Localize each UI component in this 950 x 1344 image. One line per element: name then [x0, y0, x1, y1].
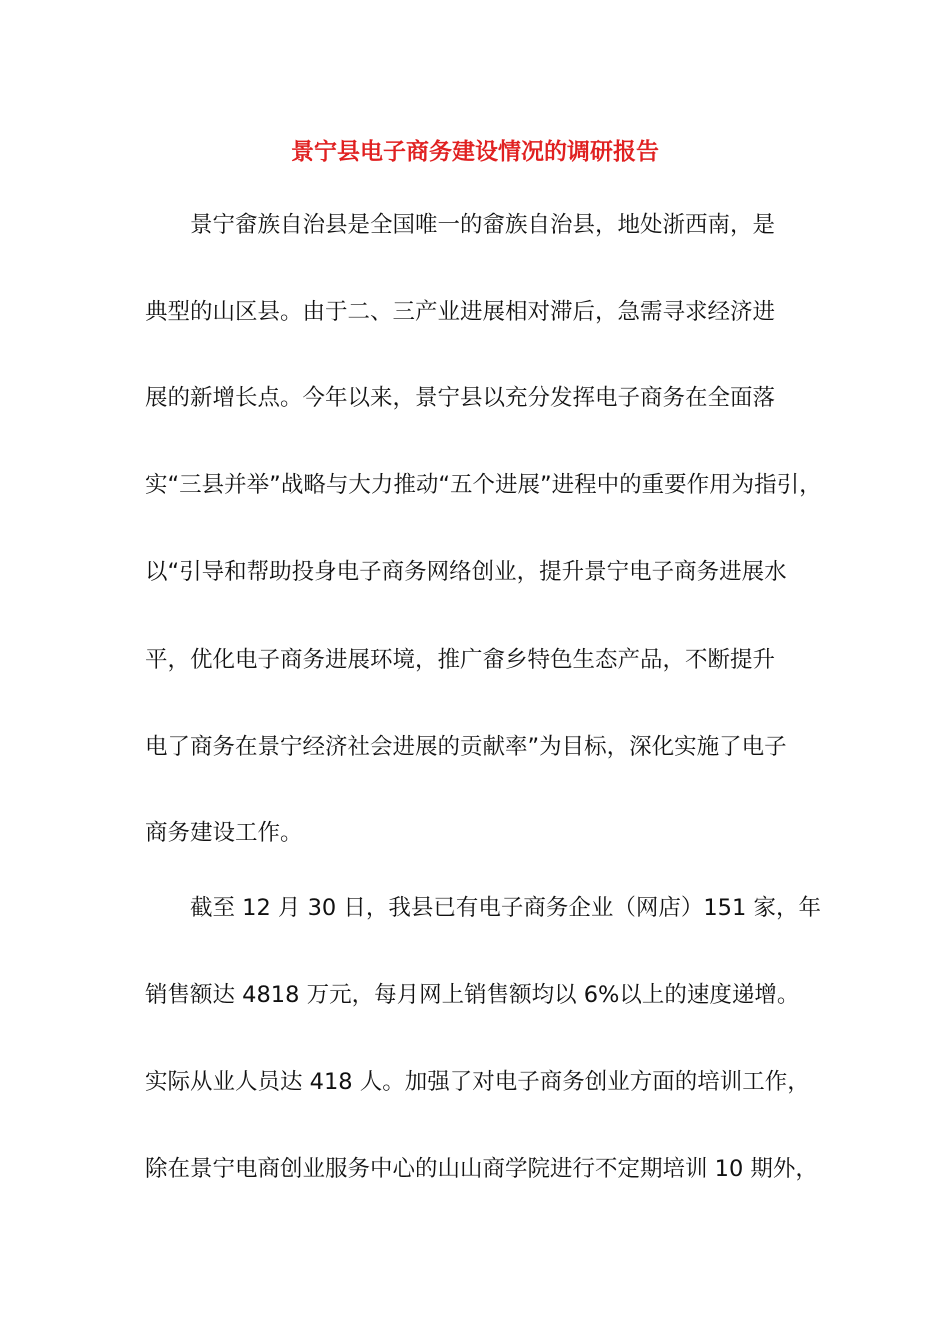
paragraph-line: 平，优化电子商务进展环境，推广畲乡特色生态产品，不断提升: [145, 647, 776, 673]
paragraph-line: 销售额达 4818 万元，每月网上销售额均以 6%以上的速度递增。: [145, 982, 800, 1008]
paragraph-line: 截至 12 月 30 日，我县已有电子商务企业（网店）151 家，年: [190, 895, 821, 921]
paragraph-line: 展的新增长点。今年以来，景宁县以充分发挥电子商务在全面落: [145, 385, 776, 411]
paragraph-line: 实际从业人员达 418 人。加强了对电子商务创业方面的培训工作，: [145, 1069, 810, 1095]
paragraph-line: 实“三县并举”战略与大力推动“五个进展”进程中的重要作用为指引，: [145, 472, 822, 498]
paragraph-line: 景宁畲族自治县是全国唯一的畲族自治县，地处浙西南，是: [190, 212, 776, 238]
paragraph-line: 商务建设工作。: [145, 820, 303, 846]
document-title: 景宁县电子商务建设情况的调研报告: [291, 139, 659, 165]
paragraph-line: 典型的山区县。由于二、三产业进展相对滞后，急需寻求经济进: [145, 299, 776, 325]
paragraph-line: 除在景宁电商创业服务中心的山山商学院进行不定期培训 10 期外，: [145, 1156, 818, 1182]
paragraph-line: 电了商务在景宁经济社会进展的贡献率”为目标，深化实施了电子: [145, 734, 787, 760]
paragraph-line: 以“引导和帮助投身电子商务网络创业，提升景宁电子商务进展水: [145, 559, 787, 585]
